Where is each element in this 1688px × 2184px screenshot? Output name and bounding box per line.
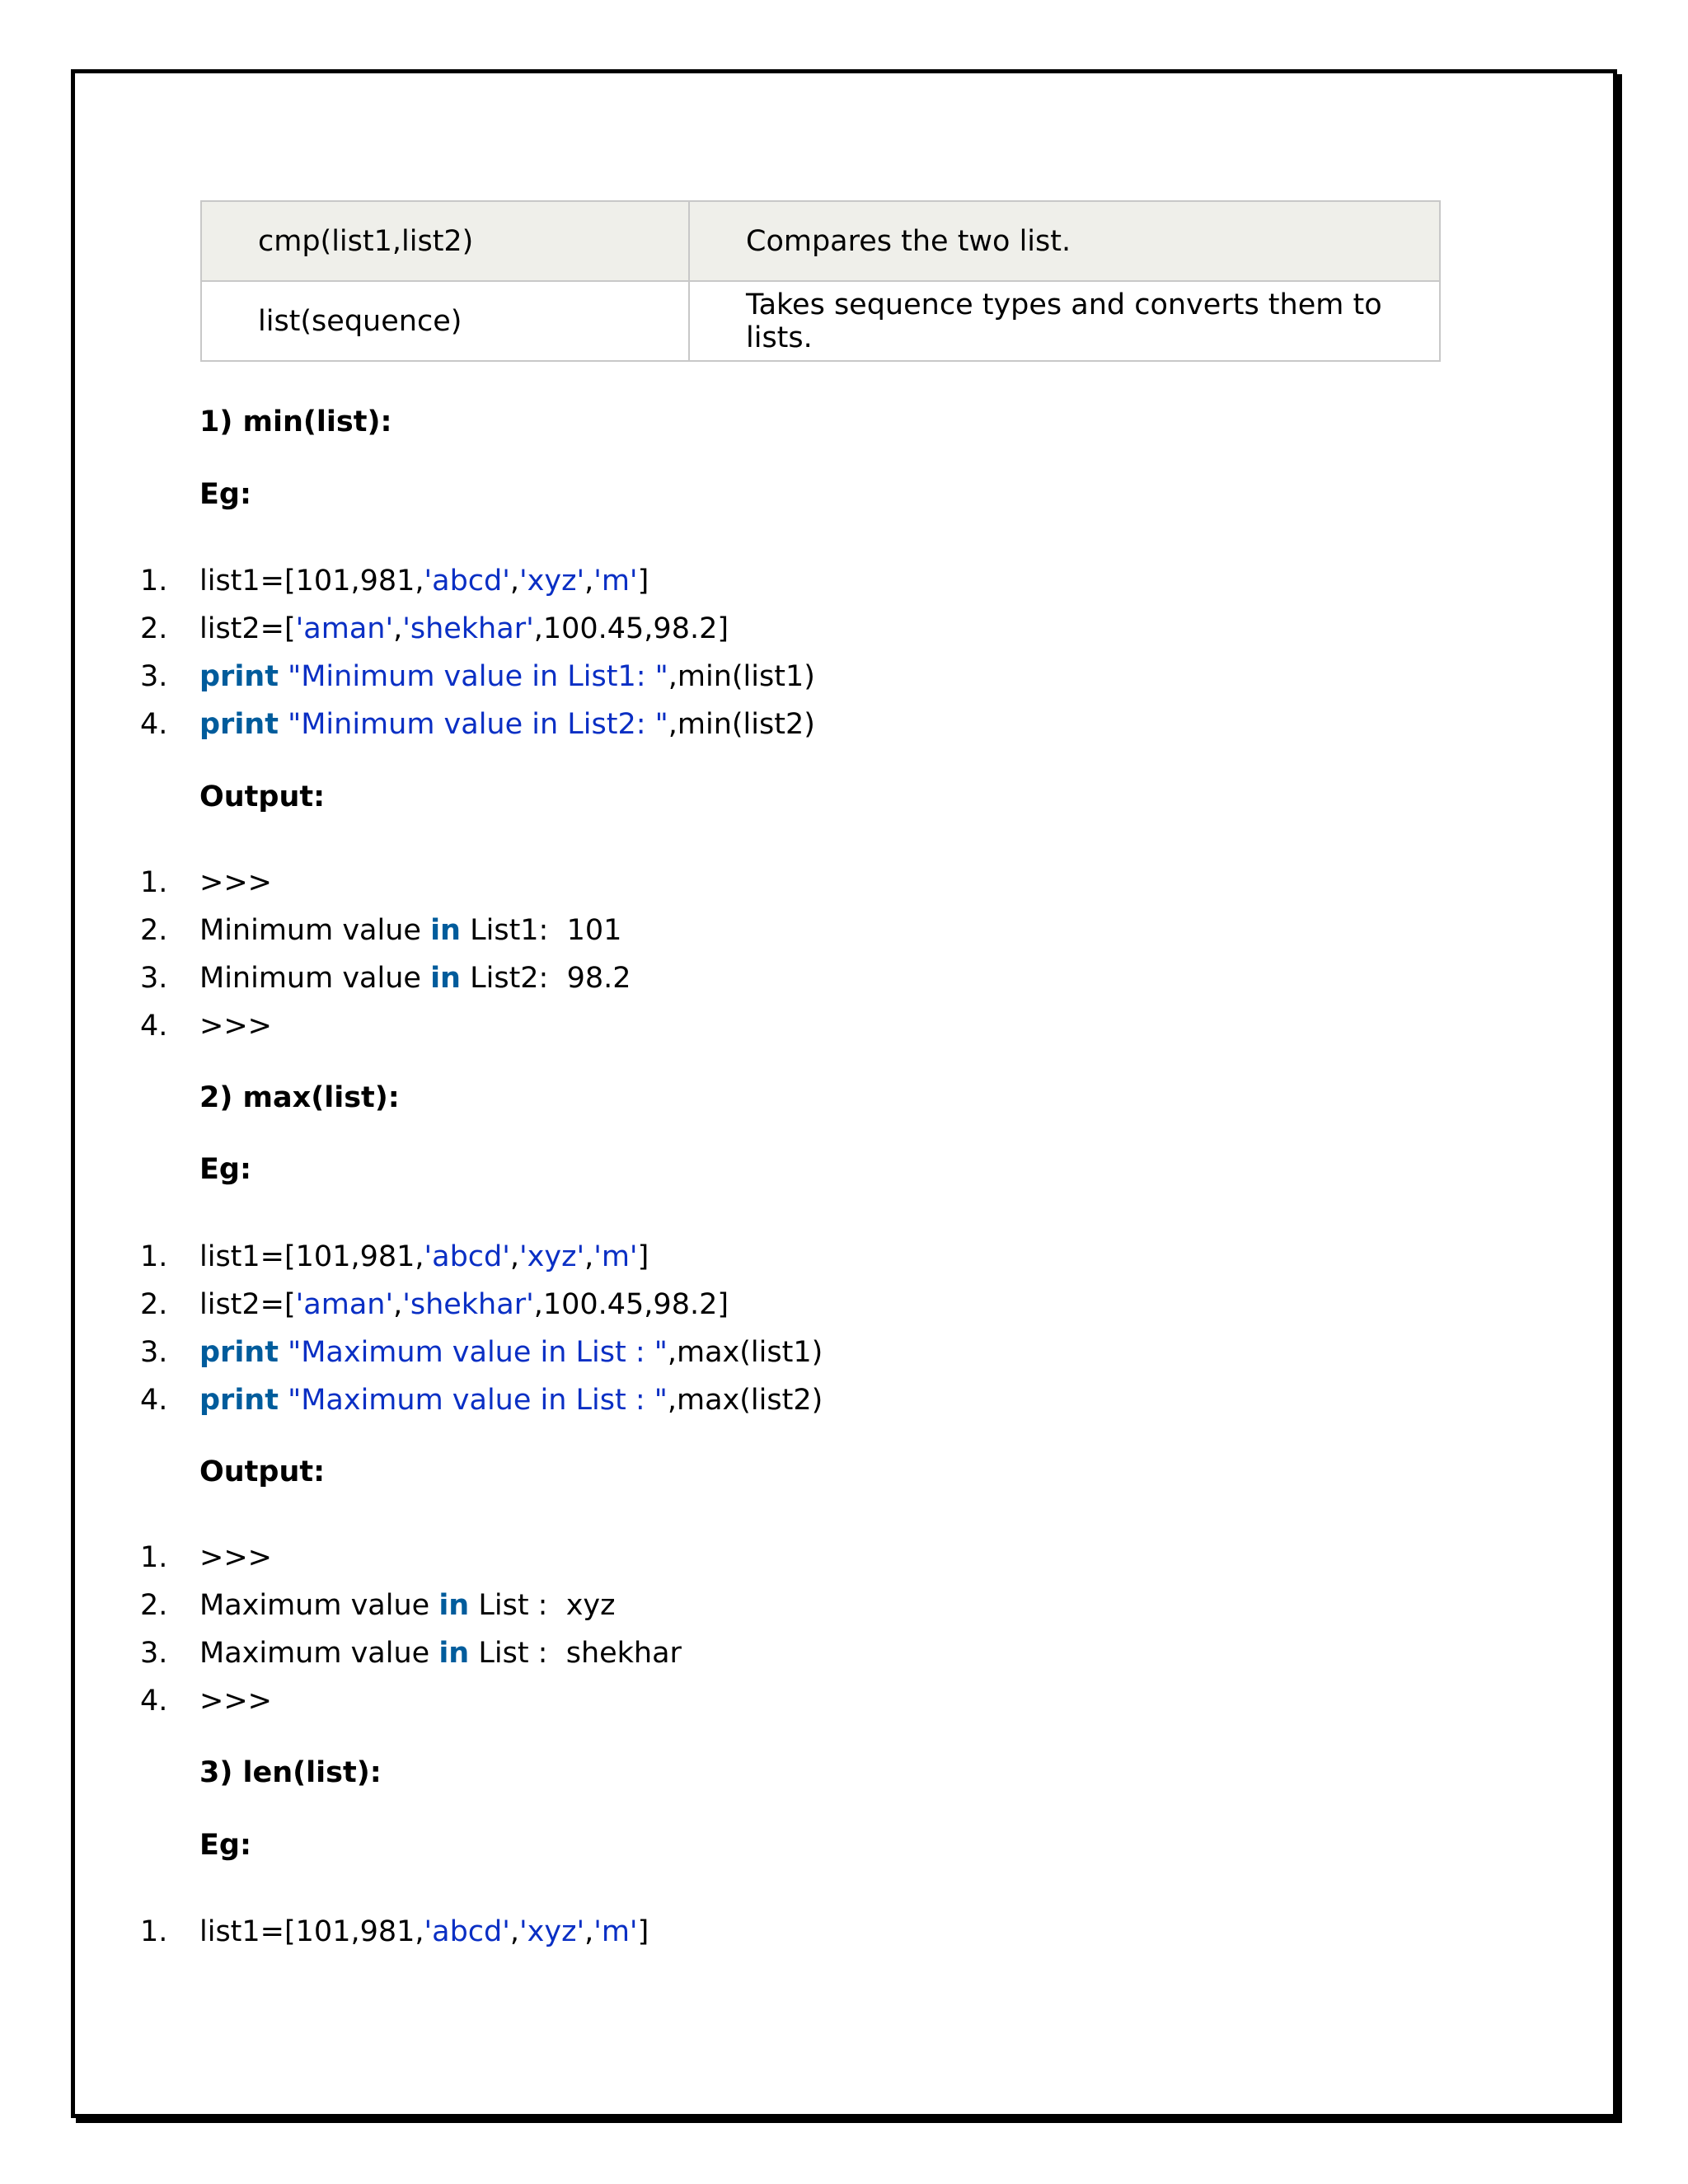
eg-label: Eg: xyxy=(199,478,251,511)
code-token: , xyxy=(584,565,594,598)
output-block-max xyxy=(140,1534,682,1725)
code-text xyxy=(199,962,631,995)
string-literal: "Maximum value in List : " xyxy=(288,1336,668,1369)
code-text xyxy=(199,1288,729,1321)
code-token: ,max(list2) xyxy=(667,1384,823,1417)
code-token: list1=[101,981, xyxy=(199,565,424,598)
code-token: Maximum value xyxy=(199,1589,439,1622)
string-literal: 'abcd' xyxy=(424,565,510,598)
code-token: >>> xyxy=(199,1010,272,1043)
code-token: ,max(list1) xyxy=(667,1336,823,1369)
code-line xyxy=(140,1233,823,1281)
code-text xyxy=(199,1685,272,1718)
code-token: ,100.45,98.2] xyxy=(533,612,729,645)
code-line xyxy=(140,653,815,701)
line-number: 1. xyxy=(140,1541,168,1574)
string-literal: 'abcd' xyxy=(424,1915,510,1948)
code-token: List1: 101 xyxy=(460,914,622,947)
code-token: ] xyxy=(637,565,649,598)
line-number: 4. xyxy=(140,1685,168,1718)
string-literal: 'aman' xyxy=(295,1288,394,1321)
function-cell: list(sequence) xyxy=(201,281,689,361)
keyword: print xyxy=(199,708,279,741)
code-line xyxy=(140,954,631,1002)
code-token: list2=[ xyxy=(199,612,296,645)
line-number: 2. xyxy=(140,612,168,645)
code-line xyxy=(140,701,815,748)
code-token xyxy=(279,660,288,693)
code-token: List : shekhar xyxy=(469,1637,682,1670)
code-text xyxy=(199,1384,823,1417)
code-token: ,100.45,98.2] xyxy=(533,1288,729,1321)
string-literal: 'm' xyxy=(593,1915,638,1948)
code-text xyxy=(199,565,649,598)
table-row xyxy=(201,201,1440,281)
string-literal: 'shekhar' xyxy=(402,1288,534,1321)
line-number: 4. xyxy=(140,708,168,741)
code-text xyxy=(199,1010,272,1043)
code-token xyxy=(279,1336,288,1369)
table-row xyxy=(201,281,1440,361)
keyword: in xyxy=(430,914,461,947)
string-literal: 'aman' xyxy=(295,612,394,645)
code-token: , xyxy=(509,1915,520,1948)
line-number: 4. xyxy=(140,1384,168,1417)
code-token xyxy=(279,708,288,741)
code-token: , xyxy=(509,1240,520,1273)
code-block-min xyxy=(140,557,815,748)
code-token: ] xyxy=(637,1915,649,1948)
code-text xyxy=(199,1589,616,1622)
code-token: >>> xyxy=(199,1685,272,1718)
keyword: print xyxy=(199,660,279,693)
string-literal: 'abcd' xyxy=(424,1240,510,1273)
code-line xyxy=(140,907,631,954)
code-text xyxy=(199,914,621,947)
code-token: List2: 98.2 xyxy=(460,962,631,995)
code-line xyxy=(140,1376,823,1424)
string-literal: 'shekhar' xyxy=(402,612,534,645)
code-token: list1=[101,981, xyxy=(199,1915,424,1948)
line-number: 3. xyxy=(140,1336,168,1369)
code-token: , xyxy=(509,565,520,598)
line-number: 2. xyxy=(140,914,168,947)
code-line xyxy=(140,1908,649,1956)
eg-label: Eg: xyxy=(199,1153,251,1186)
description-cell: Compares the two list. xyxy=(689,201,1440,281)
code-line xyxy=(140,557,815,605)
code-token: list2=[ xyxy=(199,1288,296,1321)
code-token: Minimum value xyxy=(199,914,431,947)
code-line xyxy=(140,1582,682,1629)
section-heading-len: 3) len(list): xyxy=(199,1756,382,1789)
code-token: ,min(list2) xyxy=(668,708,815,741)
code-line xyxy=(140,1281,823,1329)
keyword: in xyxy=(438,1637,470,1670)
code-token: >>> xyxy=(199,866,272,899)
eg-label: Eg: xyxy=(199,1829,251,1862)
code-block-max xyxy=(140,1233,823,1424)
code-text xyxy=(199,708,815,741)
section-heading-max: 2) max(list): xyxy=(199,1081,400,1114)
line-number: 1. xyxy=(140,1915,168,1948)
string-literal: 'xyz' xyxy=(519,565,585,598)
output-block-min xyxy=(140,859,631,1050)
description-cell: Takes sequence types and converts them to lists. xyxy=(689,281,1440,361)
string-literal: "Minimum value in List1: " xyxy=(288,660,668,693)
line-number: 4. xyxy=(140,1010,168,1043)
string-literal: 'xyz' xyxy=(519,1915,585,1948)
keyword: print xyxy=(199,1336,279,1369)
code-line xyxy=(140,1534,682,1582)
list-functions-table xyxy=(200,200,1441,362)
section-heading-min: 1) min(list): xyxy=(199,405,392,438)
line-number: 2. xyxy=(140,1589,168,1622)
code-token: Maximum value xyxy=(199,1637,439,1670)
output-label: Output: xyxy=(199,780,326,813)
code-line xyxy=(140,605,815,653)
code-token: >>> xyxy=(199,1541,272,1574)
code-line xyxy=(140,1002,631,1050)
code-token xyxy=(279,1384,288,1417)
line-number: 1. xyxy=(140,1240,168,1273)
code-text xyxy=(199,1541,272,1574)
line-number: 1. xyxy=(140,866,168,899)
code-text xyxy=(199,1915,649,1948)
output-label: Output: xyxy=(199,1455,326,1488)
code-line xyxy=(140,859,631,907)
code-token: , xyxy=(584,1240,594,1273)
code-token: , xyxy=(393,612,403,645)
code-token: List : xyz xyxy=(469,1589,616,1622)
code-line xyxy=(140,1677,682,1725)
function-cell: cmp(list1,list2) xyxy=(201,201,689,281)
code-text xyxy=(199,866,272,899)
code-text xyxy=(199,1240,649,1273)
code-token: list1=[101,981, xyxy=(199,1240,424,1273)
string-literal: "Maximum value in List : " xyxy=(288,1384,668,1417)
code-token: ,min(list1) xyxy=(668,660,815,693)
line-number: 3. xyxy=(140,1637,168,1670)
line-number: 2. xyxy=(140,1288,168,1321)
line-number: 3. xyxy=(140,660,168,693)
code-token: Minimum value xyxy=(199,962,431,995)
code-text xyxy=(199,1637,682,1670)
code-text xyxy=(199,660,815,693)
code-line xyxy=(140,1329,823,1376)
string-literal: 'm' xyxy=(593,565,638,598)
code-text xyxy=(199,1336,823,1369)
code-token: ] xyxy=(637,1240,649,1273)
string-literal: 'm' xyxy=(593,1240,638,1273)
code-block-len xyxy=(140,1908,649,1956)
code-token: , xyxy=(393,1288,403,1321)
line-number: 3. xyxy=(140,962,168,995)
code-text xyxy=(199,612,729,645)
string-literal: 'xyz' xyxy=(519,1240,585,1273)
code-token: , xyxy=(584,1915,594,1948)
line-number: 1. xyxy=(140,565,168,598)
keyword: in xyxy=(430,962,461,995)
keyword: in xyxy=(438,1589,470,1622)
code-line xyxy=(140,1629,682,1677)
keyword: print xyxy=(199,1384,279,1417)
string-literal: "Minimum value in List2: " xyxy=(288,708,668,741)
